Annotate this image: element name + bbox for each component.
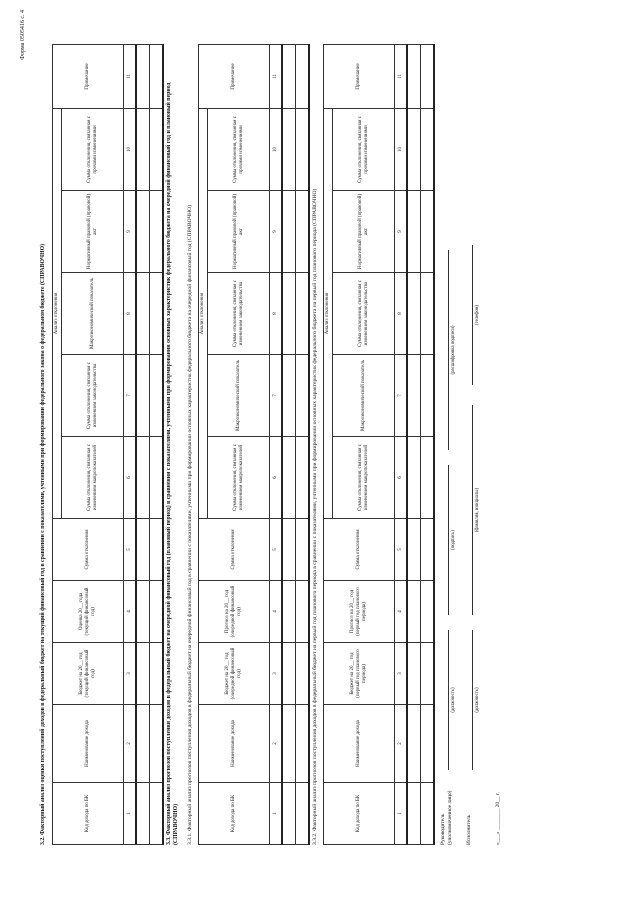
empty-cell[interactable]: [407, 581, 421, 643]
empty-cell[interactable]: [282, 44, 296, 108]
hdr-analysis-group: Анализ отклонения: [199, 108, 208, 518]
executor-name-caption: (фамилия, инициалы): [475, 487, 480, 533]
hdr-macro-deviation: Сумма отклонения, связанная с изменением макропоказателей: [208, 437, 270, 519]
empty-cell[interactable]: [136, 273, 150, 355]
date-line: «___» ________ 20__ г.: [495, 792, 501, 845]
col-num: 9: [395, 191, 408, 273]
empty-cell[interactable]: [421, 44, 435, 108]
col-num: 6: [124, 437, 137, 519]
empty-cell[interactable]: [421, 783, 435, 845]
col-num: 10: [395, 108, 408, 190]
col-num: 11: [395, 44, 408, 108]
empty-cell[interactable]: [421, 355, 435, 437]
section-3-2-title: 3.2. Факторный анализ оценки поступлений доходов в федеральный бюджет на текущий финансовый год в сравнении с показателями, учтенными при формировании федерального закона о федеральном бюджете (СПРАВОЧНО): [40, 243, 46, 845]
col-num: 5: [270, 519, 283, 581]
hdr-other-deviation: Сумма отклонения, связанная с прочими изменениями: [333, 108, 395, 190]
col-num: 4: [270, 581, 283, 643]
head-signature-caption: (подпись): [451, 530, 456, 550]
col-num: 2: [270, 705, 283, 783]
empty-cell[interactable]: [150, 44, 164, 108]
table-3-3-2: [323, 44, 435, 845]
empty-cell[interactable]: [136, 783, 150, 845]
empty-cell[interactable]: [136, 44, 150, 108]
col-num: 11: [124, 44, 137, 108]
col-num: 1: [270, 783, 283, 845]
empty-cell[interactable]: [421, 108, 435, 190]
empty-cell[interactable]: [282, 519, 296, 581]
col-num: 1: [124, 783, 137, 845]
hdr-macro-indicator: Макроэкономический показатель: [62, 273, 124, 355]
hdr-forecast: Прогноз на 20__ год (очередной финансовый год): [199, 581, 270, 643]
empty-cell[interactable]: [150, 355, 164, 437]
executor-name-line[interactable]: [472, 405, 473, 615]
executor-phone-caption: (телефон): [475, 304, 480, 326]
executor-label: Исполнитель: [466, 814, 472, 845]
col-num: 4: [395, 581, 408, 643]
col-num: 9: [270, 191, 283, 273]
empty-cell[interactable]: [296, 191, 310, 273]
empty-cell[interactable]: [282, 273, 296, 355]
hdr-budget: Бюджет на 20__ год (текущий финансовый год): [53, 643, 124, 705]
hdr-macro-indicator: Макроэкономический показатель: [333, 355, 395, 437]
col-num: 7: [395, 355, 408, 437]
empty-cell[interactable]: [421, 191, 435, 273]
hdr-note: Примечание: [199, 44, 270, 108]
hdr-estimate: Оценка 20__ года (текущий финансовый год): [53, 581, 124, 643]
empty-cell[interactable]: [150, 191, 164, 273]
hdr-law-deviation: Сумма отклонения, связанная с изменением законодательства: [62, 355, 124, 437]
col-num: 2: [124, 705, 137, 783]
col-num: 1: [395, 783, 408, 845]
hdr-forecast: Прогноз на 20__ год (первый год планового периода): [324, 581, 395, 643]
empty-cell[interactable]: [296, 519, 310, 581]
form-id: Форма 0505416 с. 4: [20, 10, 26, 60]
empty-cell[interactable]: [296, 273, 310, 355]
empty-cell[interactable]: [407, 108, 421, 190]
empty-cell[interactable]: [150, 273, 164, 355]
empty-cell[interactable]: [407, 783, 421, 845]
col-num: 2: [395, 705, 408, 783]
hdr-analysis-group: Анализ отклонения: [324, 108, 333, 518]
col-num: 8: [270, 273, 283, 355]
empty-cell[interactable]: [150, 643, 164, 705]
col-num: 6: [270, 437, 283, 519]
head-position-caption: (должность): [451, 687, 456, 713]
section-3-3-2-title: 3.3.2. Факторный анализ прогнозов поступления доходов в федеральный бюджет на первый год планового периода в сравнении с показателями, учтенными при формировании основных характеристик федерального бюджета на первый год планового периода (СПРАВОЧНО): [312, 188, 318, 845]
col-num: 8: [124, 273, 137, 355]
head-decoding-caption: (расшифровка подписи): [451, 325, 456, 375]
empty-cell[interactable]: [407, 519, 421, 581]
empty-cell[interactable]: [407, 191, 421, 273]
empty-cell[interactable]: [150, 581, 164, 643]
hdr-macro-deviation: Сумма отклонения, связанная с изменением макропоказателей: [62, 437, 124, 519]
col-num: 3: [124, 643, 137, 705]
empty-cell[interactable]: [136, 705, 150, 783]
empty-cell[interactable]: [421, 437, 435, 519]
empty-cell[interactable]: [407, 44, 421, 108]
empty-cell[interactable]: [407, 437, 421, 519]
section-3-3-1-title: 3.3.1. Факторный анализ прогнозов поступления доходов в федеральный бюджет на очередной финансовый год в сравнении с показателями, учтенными при формировании основных характеристик федерального бюджета на очередной финансовый год (СПРАВОЧНО): [187, 204, 193, 845]
hdr-note: Примечание: [53, 44, 124, 108]
col-num: 6: [395, 437, 408, 519]
empty-cell[interactable]: [282, 705, 296, 783]
hdr-name: Наименование дохода: [324, 705, 395, 783]
empty-cell[interactable]: [296, 783, 310, 845]
empty-cell[interactable]: [296, 108, 310, 190]
empty-cell[interactable]: [296, 643, 310, 705]
empty-cell[interactable]: [150, 108, 164, 190]
empty-cell[interactable]: [421, 643, 435, 705]
hdr-deviation: Сумма отклонения: [199, 519, 270, 581]
executor-position-line[interactable]: [472, 630, 473, 770]
hdr-analysis-group: Анализ отклонения: [53, 108, 62, 518]
empty-cell[interactable]: [282, 643, 296, 705]
hdr-macro-indicator: Макроэкономический показатель: [208, 355, 270, 437]
empty-cell[interactable]: [150, 705, 164, 783]
empty-cell[interactable]: [150, 519, 164, 581]
col-num: 7: [124, 355, 137, 437]
head-label: Руководитель: [440, 813, 446, 845]
empty-cell[interactable]: [136, 355, 150, 437]
col-num: 3: [395, 643, 408, 705]
hdr-legal-act: Нормативный правовой (правовой) акт: [333, 191, 395, 273]
col-num: 9: [124, 191, 137, 273]
col-num: 5: [124, 519, 137, 581]
col-num: 11: [270, 44, 283, 108]
empty-cell[interactable]: [282, 783, 296, 845]
empty-cell[interactable]: [407, 705, 421, 783]
col-num: 10: [270, 108, 283, 190]
col-num: 8: [395, 273, 408, 355]
empty-cell[interactable]: [136, 519, 150, 581]
empty-cell[interactable]: [296, 705, 310, 783]
empty-cell[interactable]: [136, 643, 150, 705]
empty-cell[interactable]: [421, 273, 435, 355]
empty-cell[interactable]: [407, 643, 421, 705]
empty-cell[interactable]: [136, 437, 150, 519]
executor-phone-line[interactable]: [472, 245, 473, 385]
hdr-other-deviation: Сумма отклонения, связанная с прочими изменениями: [208, 108, 270, 190]
empty-cell[interactable]: [296, 437, 310, 519]
empty-cell[interactable]: [407, 355, 421, 437]
empty-cell[interactable]: [136, 581, 150, 643]
empty-cell[interactable]: [282, 437, 296, 519]
hdr-note: Примечание: [324, 44, 395, 108]
hdr-budget: Бюджет на 20__ год (первый год планового периода): [324, 643, 395, 705]
col-num: 10: [124, 108, 137, 190]
hdr-deviation: Сумма отклонения: [53, 519, 124, 581]
col-num: 7: [270, 355, 283, 437]
hdr-law-deviation: Сумма отклонения, связанная с изменением законодательства: [208, 273, 270, 355]
head-label-sub: (уполномоченное лицо): [447, 790, 453, 845]
empty-cell[interactable]: [282, 355, 296, 437]
head-position-line[interactable]: [448, 630, 449, 770]
hdr-name: Наименование дохода: [53, 705, 124, 783]
hdr-deviation: Сумма отклонения: [324, 519, 395, 581]
col-num: 3: [270, 643, 283, 705]
hdr-code: Код дохода по БК: [199, 783, 270, 845]
empty-cell[interactable]: [136, 108, 150, 190]
executor-position-caption: (должность): [475, 687, 480, 713]
col-num: 5: [395, 519, 408, 581]
empty-cell[interactable]: [421, 705, 435, 783]
hdr-macro-deviation: Сумма отклонения, связанная с изменением макропоказателей: [333, 437, 395, 519]
empty-cell[interactable]: [282, 581, 296, 643]
empty-cell[interactable]: [150, 783, 164, 845]
empty-cell[interactable]: [296, 581, 310, 643]
empty-cell[interactable]: [421, 519, 435, 581]
empty-cell[interactable]: [136, 191, 150, 273]
hdr-other-deviation: Сумма отклонения, связанная с прочими изменениями: [62, 108, 124, 190]
empty-cell[interactable]: [282, 108, 296, 190]
empty-cell[interactable]: [407, 273, 421, 355]
head-signature-line[interactable]: [448, 465, 449, 615]
empty-cell[interactable]: [296, 355, 310, 437]
hdr-law-deviation: Сумма отклонения, связанная с изменением законодательства: [333, 273, 395, 355]
col-num: 4: [124, 581, 137, 643]
table-3-2: [52, 44, 164, 845]
empty-cell[interactable]: [282, 191, 296, 273]
hdr-code: Код дохода по БК: [324, 783, 395, 845]
head-decoding-line[interactable]: [448, 250, 449, 450]
empty-cell[interactable]: [150, 437, 164, 519]
hdr-legal-act: Нормативный правовой (правовой) акт: [208, 191, 270, 273]
empty-cell[interactable]: [296, 44, 310, 108]
table-3-3-1: [198, 44, 310, 845]
hdr-code: Код дохода по БК: [53, 783, 124, 845]
empty-cell[interactable]: [421, 581, 435, 643]
hdr-legal-act: Нормативный правовой (правовой) акт: [62, 191, 124, 273]
hdr-name: Наименование дохода: [199, 705, 270, 783]
hdr-budget: Бюджет на 20__ год (очередной финансовый год): [199, 643, 270, 705]
section-3-3-title: 3.3. Факторный анализ прогнозов поступления доходов в федеральный бюджет на очередной финансовый год (плановый период) в сравнении с показателями, учтенными при формировании основных характеристик федерального бюджета на очередной финансовый год и плановый период (СПРАВОЧНО): [166, 82, 179, 845]
